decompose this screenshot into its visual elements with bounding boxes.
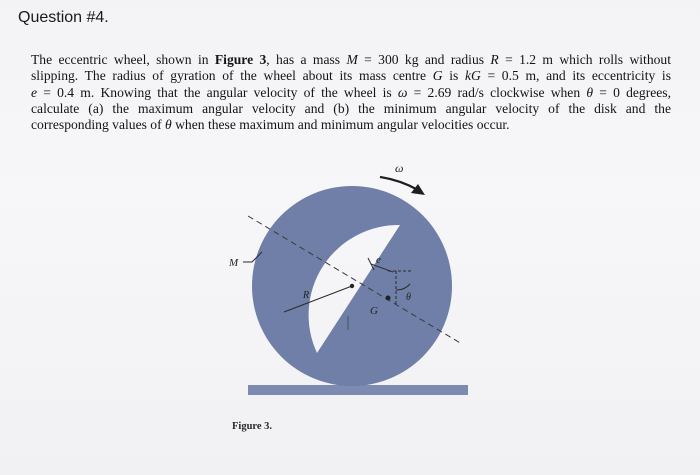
- theta-label: θ: [406, 292, 411, 303]
- question-heading: Question #4.: [18, 9, 109, 26]
- problem-line-5: corresponding values of θ when these maximum and minimum angular velocities occur.: [31, 117, 510, 133]
- problem-line-2: slipping. The radius of gyration of the wheel about its mass centre G is kG = 0.5 m, and its eccentricity is: [31, 68, 671, 84]
- mass-label: M: [229, 257, 239, 269]
- omega-arrowhead: [411, 184, 425, 195]
- eccentricity-label: e: [376, 254, 381, 266]
- omega-arrow: [380, 177, 418, 190]
- ground: [248, 385, 468, 395]
- problem-line-1: The eccentric wheel, shown in Figure 3, has a mass M = 300 kg and radius R = 1.2 m which rolls without: [31, 52, 671, 67]
- radius-label: R: [303, 290, 310, 301]
- figure-caption: Figure 3.: [232, 421, 273, 432]
- centre-label: G: [370, 305, 378, 317]
- geometric-centre-point: [350, 284, 354, 288]
- mass-centre-point: [386, 296, 391, 301]
- problem-line-4: calculate (a) the maximum angular velocity and (b) the minimum angular velocity of the disk and the: [31, 100, 671, 116]
- problem-line-3: e = 0.4 m. Knowing that the angular velocity of the wheel is ω = 2.69 rad/s clockwise when θ = 0 degrees,: [31, 84, 671, 100]
- omega-label: ω: [395, 161, 404, 175]
